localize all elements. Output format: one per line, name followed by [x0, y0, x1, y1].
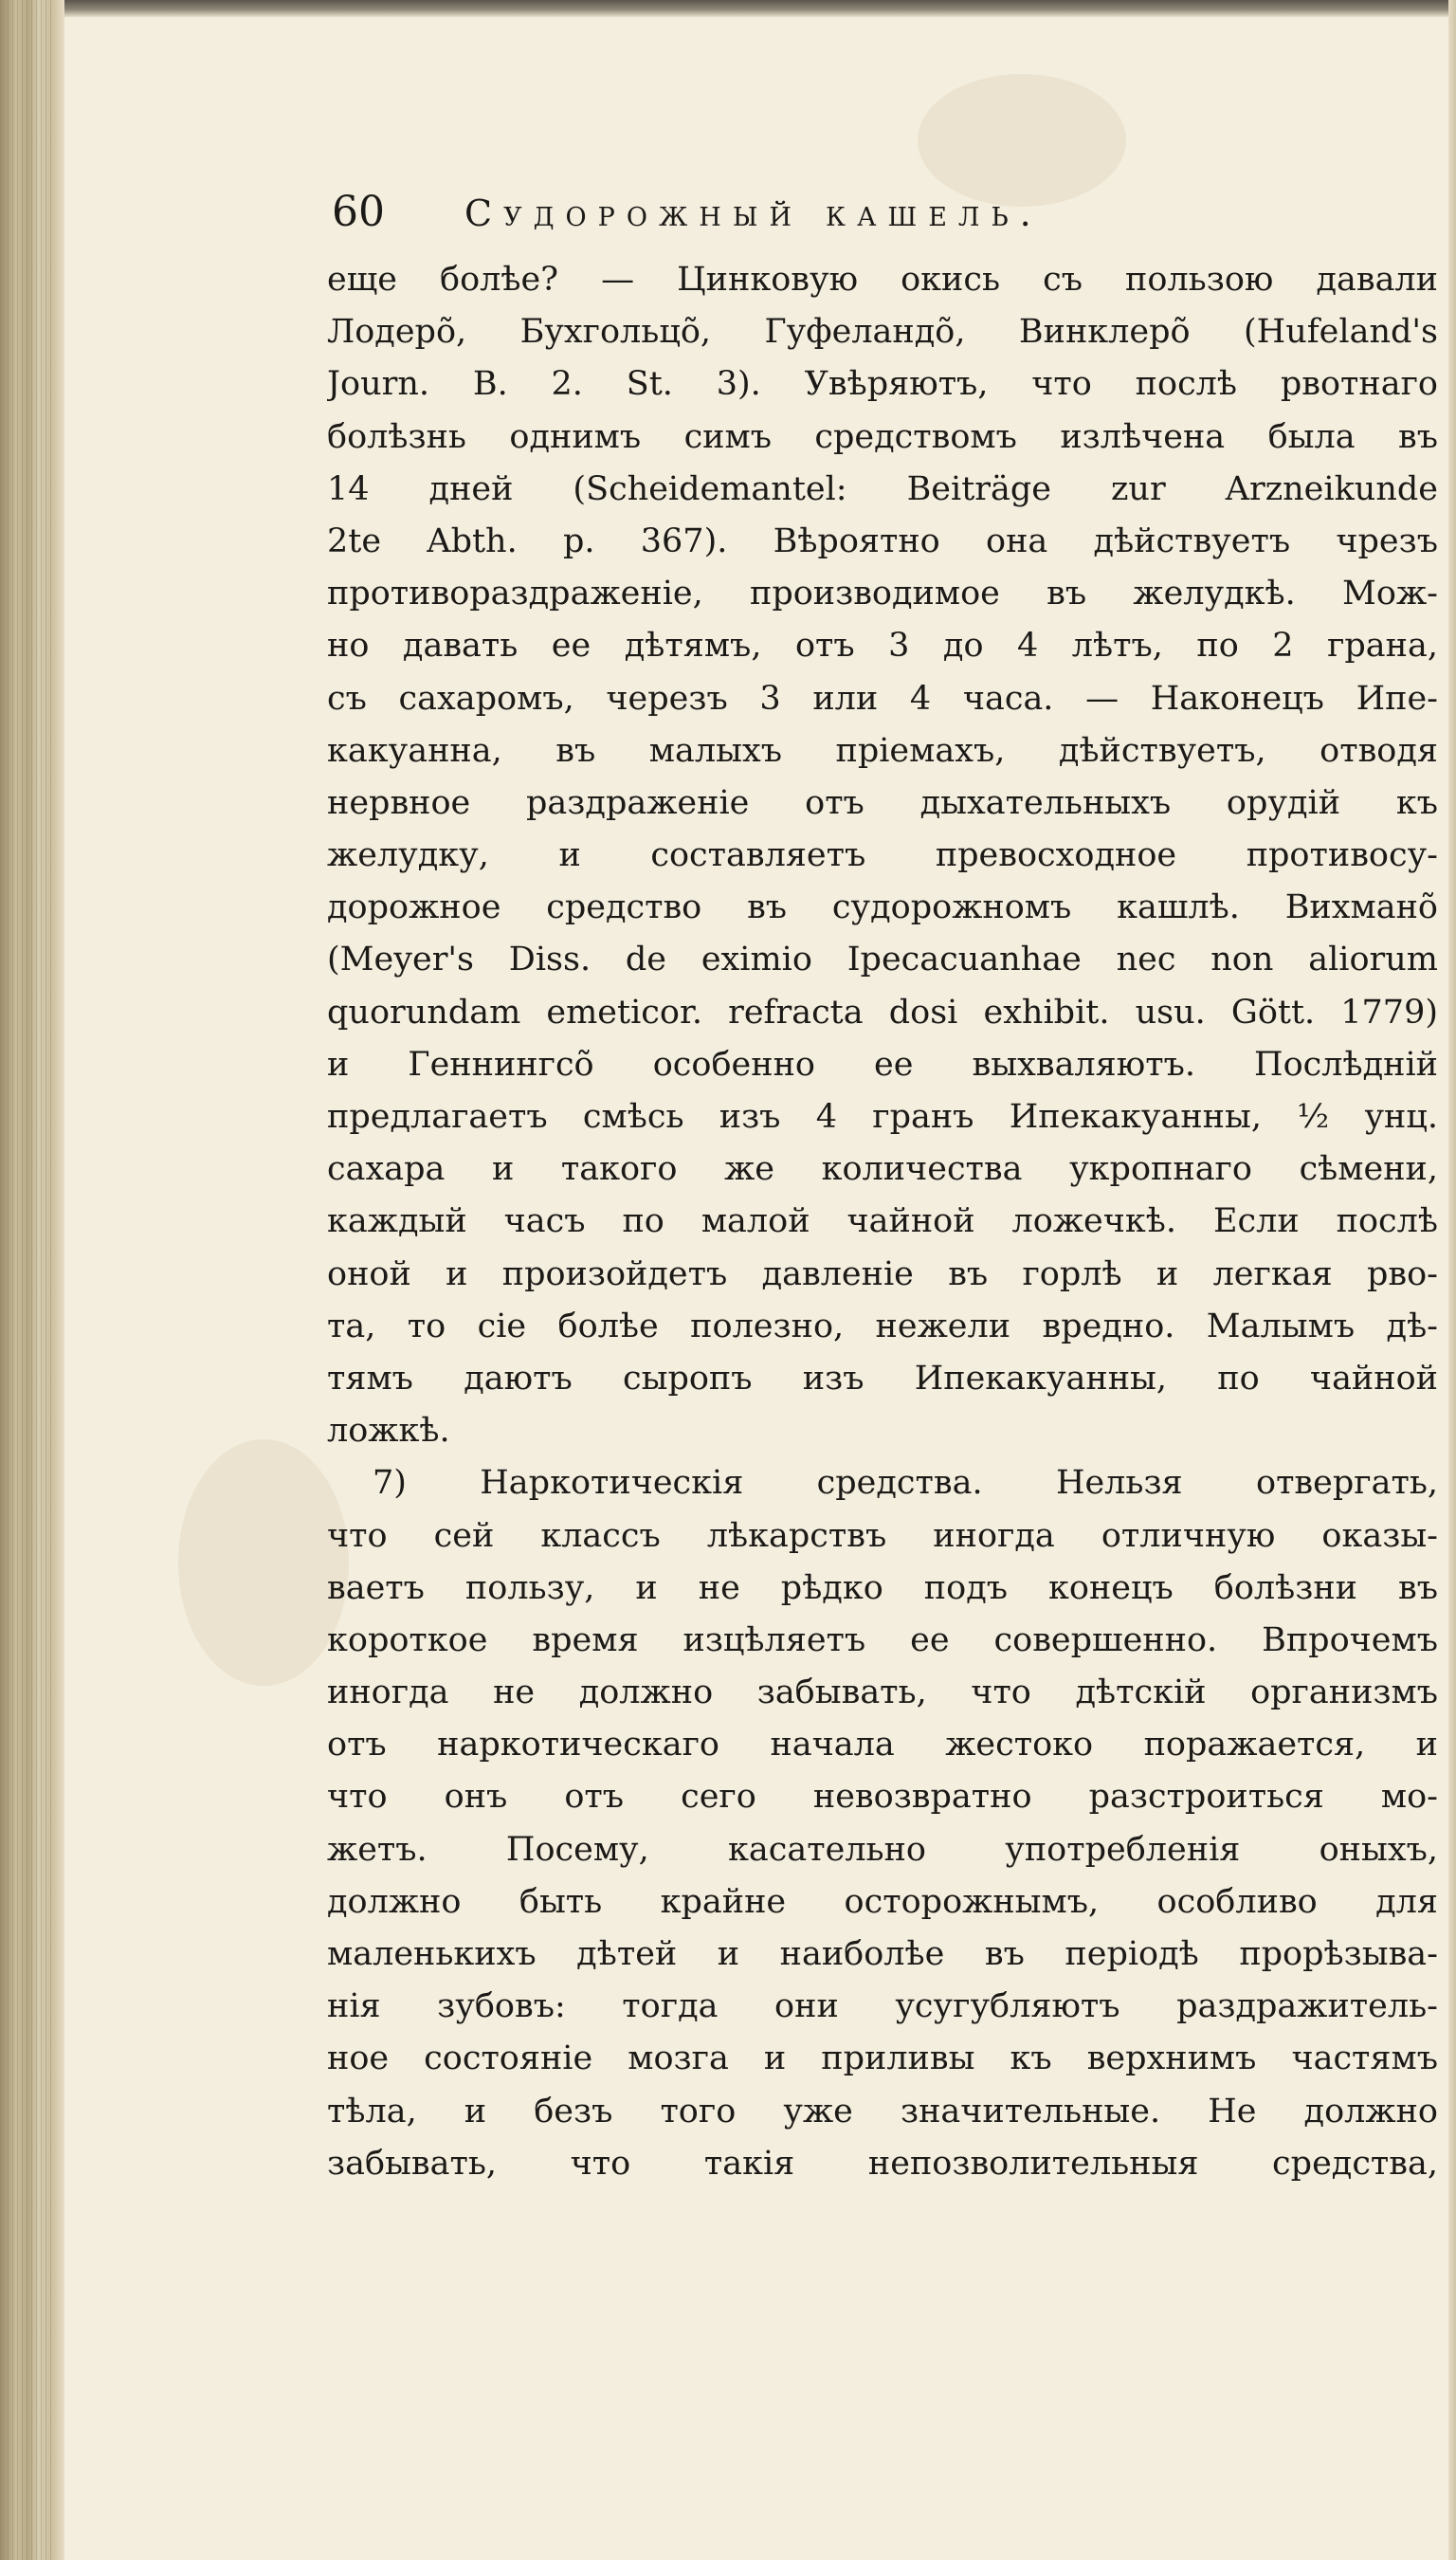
- text-line: иногда не должно забывать, что дѣтскій организмъ: [327, 1673, 1438, 1712]
- paper-stain: [918, 74, 1126, 207]
- text-line: забывать, что такія непозволительныя средства,: [327, 2144, 1438, 2183]
- text-line: ложкѣ.: [327, 1412, 450, 1451]
- text-line: оной и произойдетъ давленіе въ горлѣ и легкая рво-: [327, 1254, 1438, 1293]
- text-line: что онъ отъ сего невозвратно разстроиться мо-: [327, 1778, 1438, 1817]
- text-line: маленькихъ дѣтей и наиболѣе въ періодѣ прорѣзыва-: [327, 1935, 1438, 1973]
- text-line: какуанна, въ малыхъ пріемахъ, дѣйствуетъ, отводя: [327, 731, 1438, 770]
- page-edges: [8, 0, 51, 2560]
- running-title: Судорожный кашель.: [464, 192, 1043, 234]
- top-shadow: [64, 0, 1456, 17]
- text-line: и Геннингсõ особенно ее выхваляютъ. Послѣдній: [327, 1045, 1438, 1084]
- text-line: отъ наркотическаго начала жестоко поражается, и: [327, 1726, 1438, 1765]
- text-line: ваетъ пользу, и не рѣдко подъ конецъ болѣзни въ: [327, 1568, 1438, 1607]
- text-line: должно быть крайне осторожнымъ, особливо для: [327, 1882, 1438, 1921]
- text-line: каждый часъ по малой чайной ложечкѣ. Если послѣ: [327, 1202, 1438, 1241]
- text-line: тямъ даютъ сыропъ изъ Ипекакуанны, по чайной: [327, 1359, 1438, 1398]
- text-line: Journ. B. 2. St. 3). Увѣряютъ, что послѣ рвотнаго: [327, 365, 1438, 404]
- text-line: тѣла, и безъ того уже значительные. Не должно: [327, 2092, 1438, 2130]
- text-line: противораздраженіе, производимое въ желудкѣ. Мож-: [327, 575, 1438, 613]
- paper-stain: [178, 1439, 349, 1686]
- text-line: болѣзнь однимъ симъ средствомъ излѣчена была въ: [327, 417, 1438, 456]
- text-line: жетъ. Посему, касательно употребленія оныхъ,: [327, 1830, 1438, 1869]
- right-edge: [1448, 0, 1456, 2560]
- text-line: та, то сіе болѣе полезно, нежели вредно. Малымъ дѣ-: [327, 1307, 1438, 1345]
- running-head: [332, 188, 1450, 235]
- text-line: что сей классъ лѣкарствъ иногда отличную оказы-: [327, 1516, 1438, 1555]
- text-line: съ сахаромъ, черезъ 3 или 4 часа. — Наконецъ Ипе-: [327, 679, 1438, 718]
- body-text: [327, 254, 1438, 2190]
- text-line: quorundam emeticor. refracta dosi exhibit. usu. Gött. 1779): [327, 993, 1438, 1032]
- text-line: дорожное средство въ судорожномъ кашлѣ. Вихманõ: [327, 888, 1438, 927]
- text-line: но давать ее дѣтямъ, отъ 3 до 4 лѣтъ, по 2 грана,: [327, 627, 1438, 666]
- text-line: короткое время изцѣляетъ ее совершенно. Впрочемъ: [327, 1620, 1438, 1659]
- paragraph-start-line: 7) Наркотическія средства. Нельзя отвергать,: [373, 1464, 1438, 1503]
- text-line: нія зубовъ: тогда они усугубляютъ раздражитель-: [327, 1987, 1438, 2026]
- text-line: еще болѣе? — Цинковую окись съ пользою давали: [327, 261, 1438, 299]
- text-line: нервное раздраженіе отъ дыхательныхъ орудій къ: [327, 783, 1438, 822]
- text-line: сахара и такого же количества укропнаго сѣмени,: [327, 1150, 1438, 1189]
- text-line: 2te Abth. p. 367). Вѣроятно она дѣйствуетъ чрезъ: [327, 521, 1438, 560]
- text-line: предлагаетъ смѣсь изъ 4 гранъ Ипекакуанны, ½ унц.: [327, 1098, 1438, 1136]
- text-line: (Meyer's Diss. de eximio Ipecacuanhae nec non aliorum: [327, 941, 1438, 979]
- text-line: ное состояніе мозга и приливы къ верхнимъ частямъ: [327, 2039, 1438, 2078]
- text-line: желудку, и составляетъ превосходное противосу-: [327, 836, 1438, 875]
- text-line: 14 дней (Scheidemantel: Beiträge zur Arzneikunde: [327, 469, 1438, 508]
- page-number: 60: [332, 188, 385, 236]
- text-line: Лодерõ, Бухгольцõ, Гуфеландõ, Винклерõ (Hufeland's: [327, 313, 1438, 352]
